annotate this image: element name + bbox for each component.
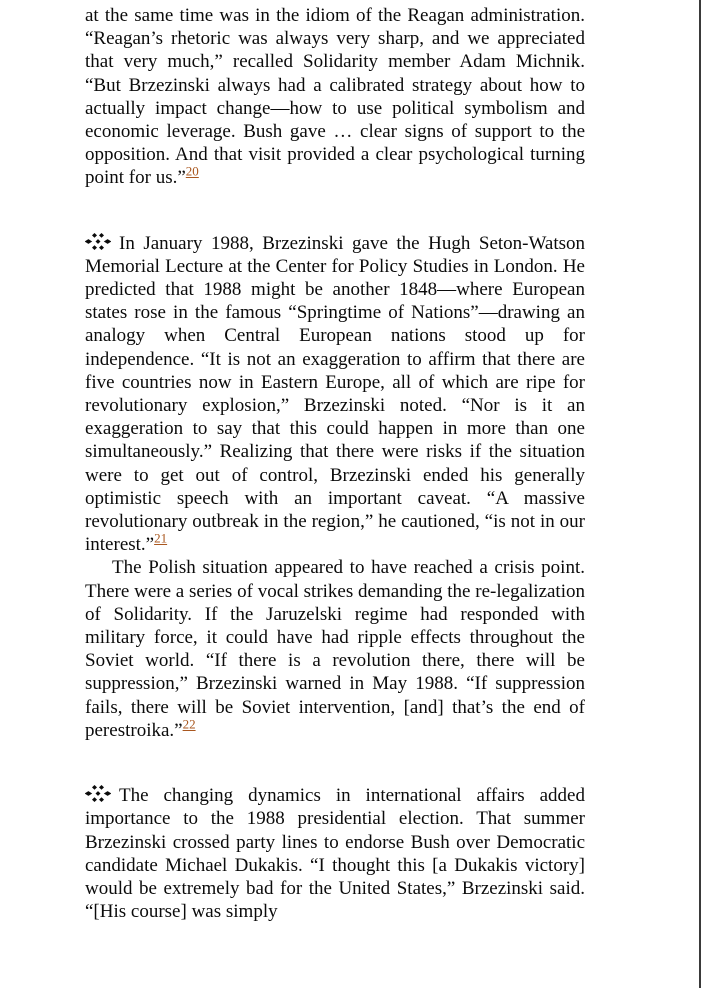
footnote-link-20[interactable]: 20 [185,164,199,180]
section-break-ornament-icon [85,232,111,251]
section-break-ornament-icon [85,784,111,803]
paragraph-text: The Polish situation appeared to have reached a crisis point. There were a series of vocal strikes demanding the re-legalization of Solidarity. If the Jaruzelski regime had responded with military force, it could have had ripple effects throughout the Soviet world. “If there is a revolution there, there will be suppression,” Brzezinski warned in May 1988. “If suppression fails, there will be Soviet intervention, [and] that’s the end of perestroika.” [85,557,585,741]
footnote-link-21[interactable]: 21 [154,530,168,546]
page-text-column [85,4,585,923]
paragraph [85,784,585,923]
paragraph-text: In January 1988, Brzezinski gave the Hugh Seton-Watson Memorial Lecture at the Center for Policy Studies in London. He predicted that 1988 might be another 1848—where European states rose in the famous “Springtime of Nations”—drawing an analogy when Central European nations stood up for independence. “It is not an exaggeration to affirm that there are five countries now in Eastern Europe, all of which are ripe for revolutionary explosion,” Brzezinski noted. “Nor is it an exaggeration to say that this could happen in more than one simultaneously.” Realizing that there were risks if the situation were to get out of control, Brzezinski ended his generally optimistic speech with an important caveat. “A massive revolutionary outbreak in the region,” he cautioned, “is not in our interest.” [85,232,585,556]
paragraph [85,4,585,190]
paragraph-text: The changing dynamics in international affairs added importance to the 1988 presidential election. That summer Brzezinski crossed party lines to endorse Bush over Democratic candidate Michael Dukakis. “I thought this [a Dukakis victory] would be extremely bad for the United States,” Brzezinski said. “[His course] was simply [85,785,585,923]
paragraph [85,232,585,557]
paragraph [85,556,585,742]
paragraph-text: at the same time was in the idiom of the Reagan administration. “Reagan’s rhetoric was always very sharp, and we appreciated that very much,” recalled Solidarity member Adam Michnik. “But Brzezinski always had a calibrated strategy about how to actually impact change—how to use political symbolism and economic leverage. Bush gave … clear signs of support to the opposition. And that visit provided a clear psychological turning point for us.” [85,5,585,189]
footnote-link-22[interactable]: 22 [182,716,196,732]
